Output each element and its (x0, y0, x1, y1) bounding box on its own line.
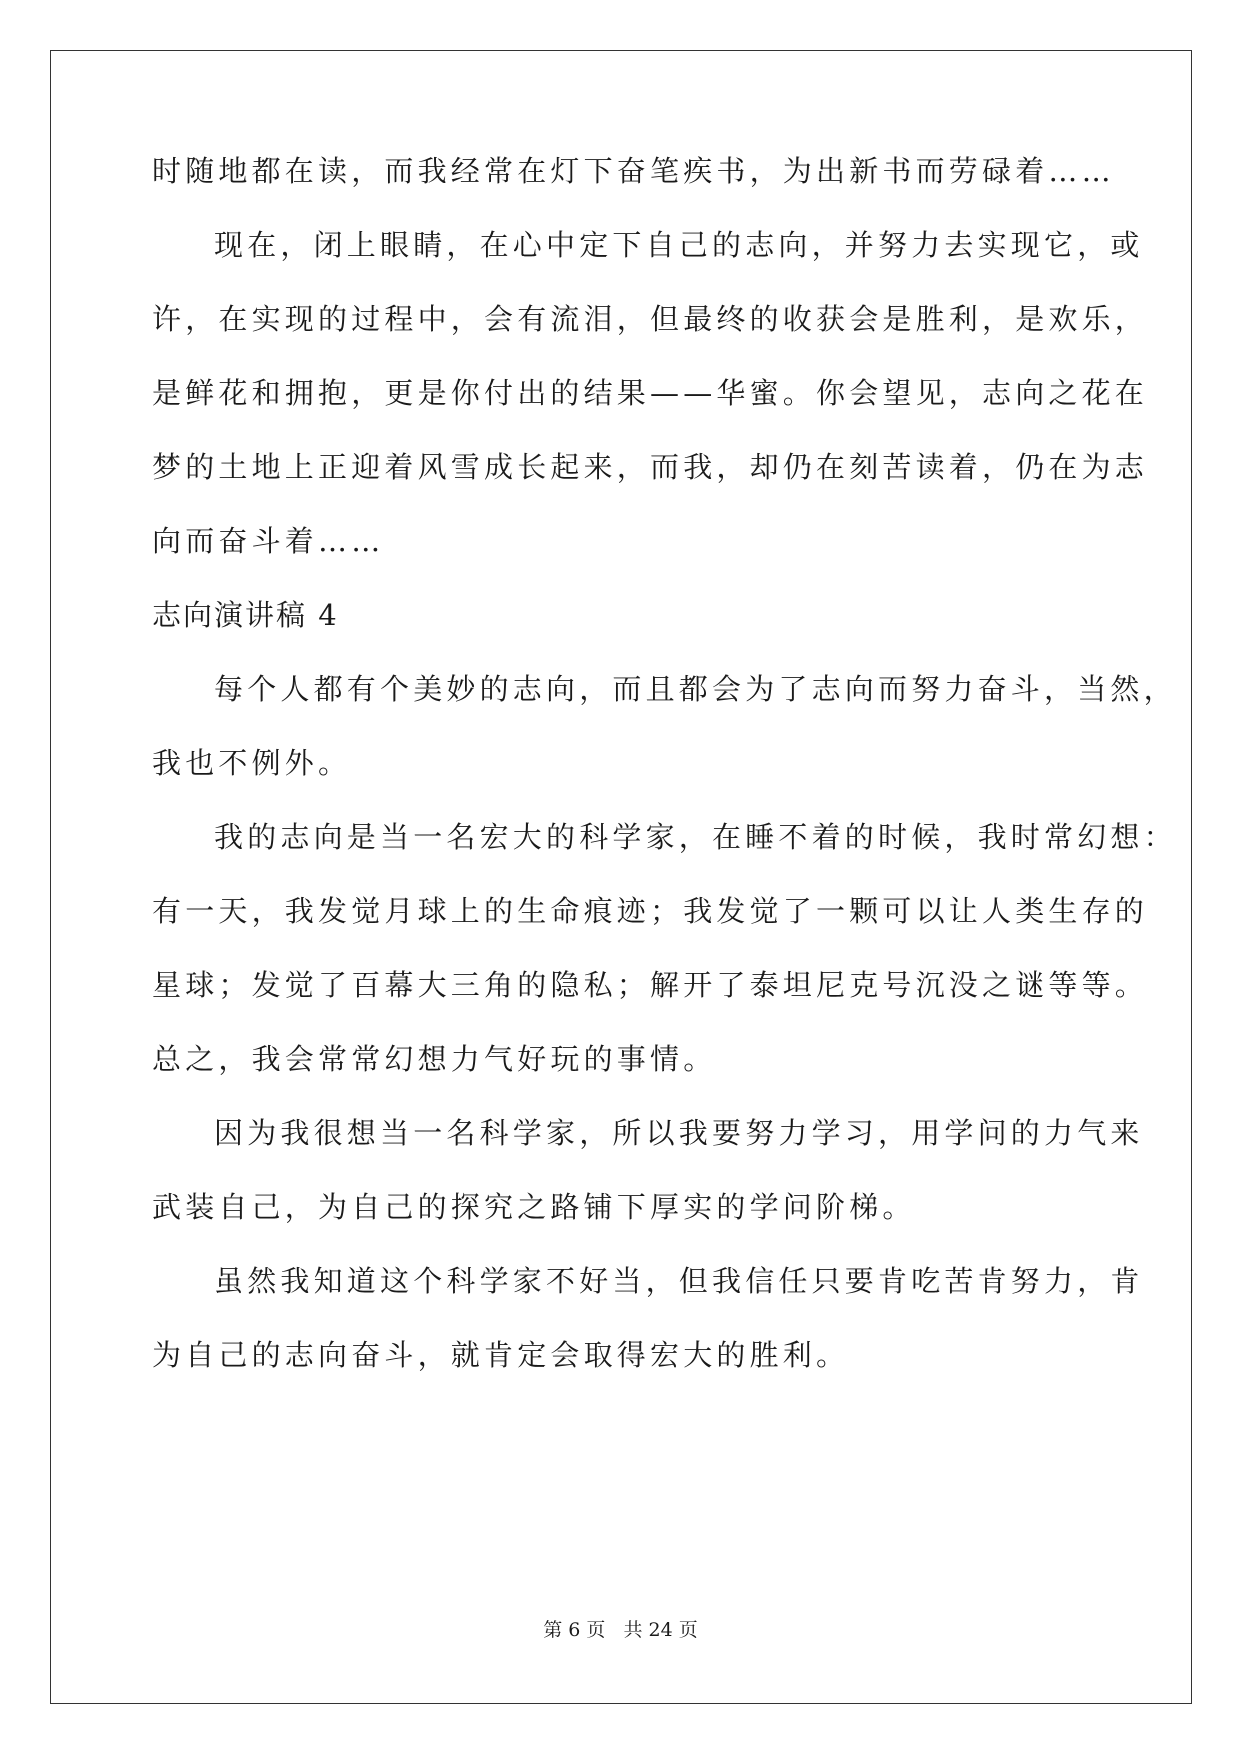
text-line: 我也不例外。 (152, 746, 352, 780)
text-line: 时随地都在读，而我经常在灯下奋笔疾书，为出新书而劳碌着…… (152, 154, 1115, 188)
text-line: 为自己的志向奋斗，就肯定会取得宏大的胜利。 (152, 1338, 850, 1372)
text-line: 梦的土地上正迎着风雪成长起来，而我，却仍在刻苦读着，仍在为志 (152, 450, 1149, 484)
text-line: 许，在实现的过程中，会有流泪，但最终的收获会是胜利，是欢乐， (152, 302, 1149, 336)
text-line: 虽然我知道这个科学家不好当，但我信任只要肯吃苦肯努力，肯 (214, 1264, 1144, 1298)
text-line: 现在，闭上眼睛，在心中定下自己的志向，并努力去实现它，或 (214, 228, 1144, 262)
text-line: 是鲜花和拥抱，更是你付出的结果——华蜜。你会望见，志向之花在 (152, 376, 1149, 410)
text-line: 向而奋斗着…… (152, 524, 385, 558)
text-line: 总之，我会常常幻想力气好玩的事情。 (152, 1042, 717, 1076)
text-line: 星球；发觉了百幕大三角的隐私；解开了泰坦尼克号沉没之谜等等。 (152, 968, 1149, 1002)
text-line: 武装自己，为自己的探究之路铺下厚实的学问阶梯。 (152, 1190, 916, 1224)
text-line: 有一天，我发觉月球上的生命痕迹；我发觉了一颗可以让人类生存的 (152, 894, 1149, 928)
text-line: 每个人都有个美妙的志向，而且都会为了志向而努力奋斗，当然， (214, 672, 1177, 706)
text-line: 因为我很想当一名科学家，所以我要努力学习，用学问的力气来 (214, 1116, 1144, 1150)
text-line: 我的志向是当一名宏大的科学家，在睡不着的时候，我时常幻想： (214, 820, 1177, 854)
page-footer: 第 6 页 共 24 页 (543, 1619, 698, 1641)
section-heading: 志向演讲稿 4 (152, 598, 339, 632)
